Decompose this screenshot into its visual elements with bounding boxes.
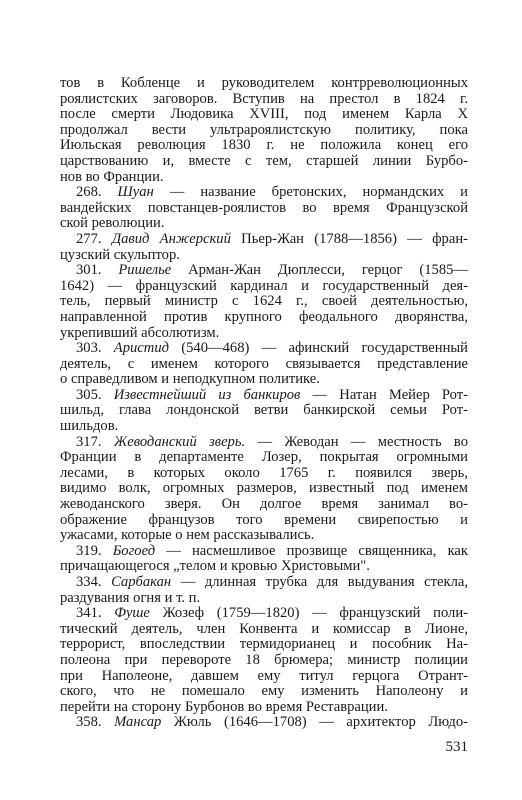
entry-term: Фуше [114,605,150,622]
entry-text: Пьер-Жан (1788—1856) — фран- [230,230,468,247]
text-line: террорист, впоследствии термидорианец и пособник На- [60,636,468,653]
text-line: шильд, глава лондонской ветви банкирской семьи Рот- [60,402,468,419]
entry-text: — насмешливое прозвище священника, как [155,542,469,559]
entry-303-first-line [60,341,468,357]
entry-number: 303. [76,340,114,357]
text-line: жеводанского зверя. Он долгое время занимал во- [60,496,468,513]
text-line: раздувания огня и т. п. [60,589,201,606]
entry-term: Сарбакан [111,574,172,590]
text-line: при Наполеоне, давшем ему титул герцога Отрант- [60,667,468,684]
entry-text: — Жеводан — местность во [245,433,469,450]
entry-number: 358. [76,714,115,731]
text-line: направленной против крупного феодального дворянства, [60,308,468,325]
text-line: шильдов. [60,418,119,435]
text-line: Франции в департаменте Лозер, покрытая огромными [60,449,468,466]
entry-number: 305. [76,386,114,403]
text-line: Июльская революция 1830 г. не положила конец его [60,137,468,154]
entry-358-first-line [60,715,468,731]
text-line: роялистских заговоров. Вступив на престол в 1824 г. [60,90,468,107]
entry-301-first-line [60,263,468,279]
entry-term: Давид Анжерский [111,230,231,247]
text-line: царствованию и, вместе с тем, старшей линии Бурбо- [60,152,468,169]
entry-number: 277. [76,230,112,247]
entry-319-first-line [60,544,468,560]
entry-341-first-line [60,606,468,622]
text-line: причащающегося „телом и кровью Христовыми". [60,558,370,575]
text-line: продолжал вести ультрароялистскую политику, пока [60,121,468,138]
text-line: тель, первый министр с 1624 г., своей деятельностью, [60,293,468,310]
text-line: деятель, с именем которого связывается представление [60,355,468,372]
text-line: цузский скульптор. [60,246,180,263]
text-line: ужасами, которые о нем рассказывались. [60,527,315,544]
text-column [60,76,468,731]
entry-number: 268. [76,184,118,201]
entry-term: Мансар [114,714,162,731]
entry-text: — длинная трубка для выдувания стекла, [171,574,468,590]
entry-text: Жозеф (1759—1820) — французский поли- [149,605,468,622]
text-line: нов во Франции. [60,168,164,185]
entry-number: 301. [76,262,119,279]
entry-term: Богоед [112,542,156,559]
text-line: ского, что не помешало ему изменить Наполеону и [60,683,468,700]
text-line: 1642) — французский кардинал и государственный дея- [60,277,468,294]
entry-268-first-line [60,185,468,201]
text-line: тов в Кобленце и руководителем контрреволюционных [60,75,468,91]
text-line: после смерти Людовика XVIII, под именем Карла X [60,106,468,123]
entry-text: — название бретонских, нормандских и [153,184,468,201]
entry-text: (540—468) — афинский государственный [169,340,468,357]
text-line: вандейских повстанцев-роялистов во время Французской [60,199,468,216]
text-line: тический деятель, член Конвента и комиссар в Лионе, [60,620,468,637]
entry-number: 341. [76,605,115,622]
page-number: 531 [445,739,468,755]
entry-term: Аристид [113,340,170,357]
entry-term: Известнейший из банкиров [113,386,301,403]
text-line: укрепивший абсолютизм. [60,324,220,341]
entry-334-first-line [60,575,468,591]
text-line: ской революции. [60,215,165,232]
text-line: полеона при перевороте 18 брюмера; министр полиции [60,651,468,668]
entry-text: — Натан Мейер Рот- [300,386,469,403]
entry-number: 319. [76,542,113,559]
entry-term: Шуан [117,184,154,201]
entry-term: Жеводанский зверь. [113,433,246,450]
entry-305-first-line [60,388,468,404]
text-line: видимо волк, огромных размеров, известный под именем [60,480,468,497]
text-line: о справедливом и неподкупном политике. [60,371,320,388]
entry-term: Ришелье [118,262,172,279]
text-line: перейти на сторону Бурбонов во время Реставрации. [60,698,388,715]
entry-number: 334. [76,574,112,590]
entry-number: 317. [76,433,114,450]
entry-277-first-line [60,232,468,248]
text-line: ображение французов того времени свирепостью и [60,511,468,528]
entry-text: Жюль (1646—1708) — архитектор Людо- [161,714,468,731]
entry-text: Арман-Жан Дюплесси, герцог (1585— [171,262,469,279]
entry-317-first-line [60,435,468,451]
text-line: лесами, в которых около 1765 г. появился зверь, [60,464,468,481]
